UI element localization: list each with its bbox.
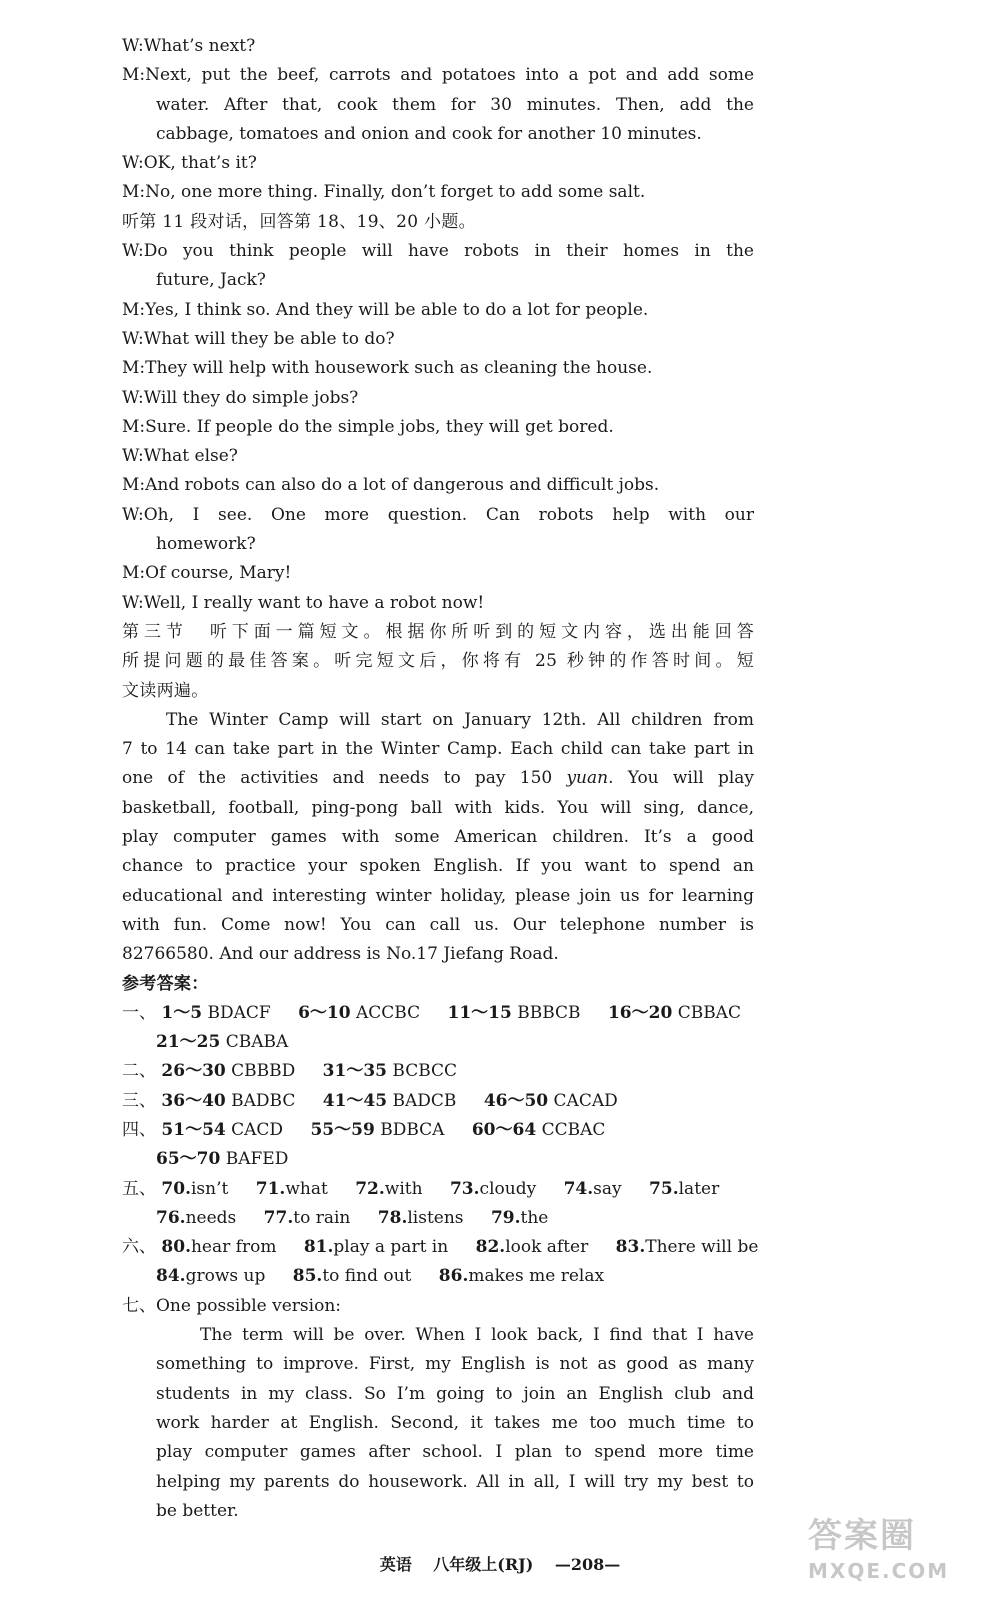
answer-row: 65～70 BAFED xyxy=(156,1149,289,1170)
dialog-line-cont: future, Jack? xyxy=(156,270,266,291)
dialog-line: M:No, one more thing. Finally, don’t forget to add some salt. xyxy=(122,182,646,203)
dialog-line-cont: water. After that, cook them for 30 minutes. Then, add the xyxy=(156,94,754,115)
watermark-url: MXQE.COM xyxy=(808,1559,950,1583)
passage-line: chance to practice your spoken English. If you want to spend an xyxy=(122,856,754,877)
dialog-b xyxy=(122,237,754,618)
instruction-line: 文读两遍。 xyxy=(122,680,209,701)
dialog-line: W:Do you think people will have robots in their homes in the xyxy=(122,241,754,262)
page-number: —208— xyxy=(554,1555,621,1574)
answer-row: 二、 26～30 CBBBD 31～35 BCBCC xyxy=(122,1061,458,1082)
dialog-line: M:And robots can also do a lot of dangerous and difficult jobs. xyxy=(122,475,660,496)
answers-title: 参考答案： xyxy=(122,973,209,994)
dialog-line: M:Yes, I think so. And they will be able to do a lot for people. xyxy=(122,299,649,320)
dialog-line: M:Sure. If people do the simple jobs, they will get bored. xyxy=(122,416,614,437)
passage-line: play computer games with some American children. It’s a good xyxy=(122,827,754,848)
essay-line: helping my parents do housework. All in all, I will try my best to xyxy=(156,1471,754,1492)
passage-line: with fun. Come now! You can call us. Our telephone number is xyxy=(122,914,754,935)
answer-row: 三、 36～40 BADBC 41～45 BADCB 46～50 CACAD xyxy=(122,1090,618,1111)
answer-row: 76.needs 77.to rain 78.listens 79.the xyxy=(156,1207,549,1228)
instruction-line: 所提问题的最佳答案。听完短文后，你将有 25 秒钟的作答时间。短 xyxy=(122,651,754,672)
passage-line: one of the activities and needs to pay 150 yuan. You will play xyxy=(122,768,755,789)
dialog-line: W:Well, I really want to have a robot now! xyxy=(122,592,485,613)
answer-row: 84.grows up 85.to find out 86.makes me relax xyxy=(156,1266,605,1287)
passage-line: basketball, football, ping-pong ball with kids. You will sing, dance, xyxy=(122,797,754,818)
section3-instructions xyxy=(122,618,754,706)
dialog-line: M:They will help with housework such as cleaning the house. xyxy=(122,358,653,379)
dialog-line: W:What else? xyxy=(122,446,238,467)
essay-line: students in my class. So I’m going to join an English club and xyxy=(156,1383,754,1404)
dialog-line: M:Next, put the beef, carrots and potatoes into a pot and add some xyxy=(122,65,754,86)
essay-line: work harder at English. Second, it takes me too much time to xyxy=(156,1412,754,1433)
passage-line: educational and interesting winter holiday, please join us for learning xyxy=(122,885,754,906)
answer-row: 四、 51～54 CACD 55～59 BDBCA 60～64 CCBAC xyxy=(122,1119,606,1140)
dialog-line-cont: cabbage, tomatoes and onion and cook for another 10 minutes. xyxy=(156,123,702,144)
writing-intro: 七、One possible version: xyxy=(122,1295,341,1316)
dialog-line: W:What will they be able to do? xyxy=(122,328,395,349)
answer-key xyxy=(122,999,759,1292)
dialog-line: W:Will they do simple jobs? xyxy=(122,387,359,408)
answer-row: 21～25 CBABA xyxy=(156,1032,289,1053)
footer-grade: 八年级上(RJ) xyxy=(433,1555,534,1574)
dialog-a xyxy=(122,32,754,208)
passage-line: 82766580. And our address is No.17 Jiefang Road. xyxy=(122,944,559,965)
dialog-line: M:Of course, Mary! xyxy=(122,563,292,584)
passage-line: 7 to 14 can take part in the Winter Camp. Each child can take part in xyxy=(122,739,754,760)
answer-row: 六、 80.hear from 81.play a part in 82.look after 83.There will be xyxy=(122,1237,759,1258)
essay-line: something to improve. First, my English is not as good as many xyxy=(156,1354,754,1375)
page-content xyxy=(122,32,759,1526)
dialog-line: W:What’s next? xyxy=(122,36,256,56)
dialog-line: W:Oh, I see. One more question. Can robots help with our xyxy=(122,504,754,525)
essay-line: be better. xyxy=(156,1500,239,1521)
essay-line: The term will be over. When I look back, I find that I have xyxy=(200,1325,754,1346)
dialog11-heading: 听第 11 段对话，回答第 18、19、20 小题。 xyxy=(122,211,476,232)
answer-row: 一、 1～5 BDACF 6～10 ACCBC 11～15 BBBCB 16～20 CBBAC xyxy=(122,1002,741,1023)
passage-line: The Winter Camp will start on January 12th. All children from xyxy=(166,709,754,730)
watermark xyxy=(808,1508,978,1592)
dialog-line-cont: homework? xyxy=(156,534,256,555)
essay-line: play computer games after school. I plan to spend more time xyxy=(156,1442,754,1463)
sample-essay xyxy=(122,1321,754,1526)
watermark-logo: 答案圈 xyxy=(808,1516,916,1556)
instruction-line: 第三节 听下面一篇短文。根据你所听到的短文内容，选出能回答 xyxy=(122,621,754,642)
listening-passage xyxy=(122,706,754,970)
answer-row: 五、 70.isn’t 71.what 72.with 73.cloudy 74.say 75.later xyxy=(122,1178,720,1199)
dialog-line: W:OK, that’s it? xyxy=(122,153,257,174)
footer-subject: 英语 xyxy=(379,1555,412,1574)
